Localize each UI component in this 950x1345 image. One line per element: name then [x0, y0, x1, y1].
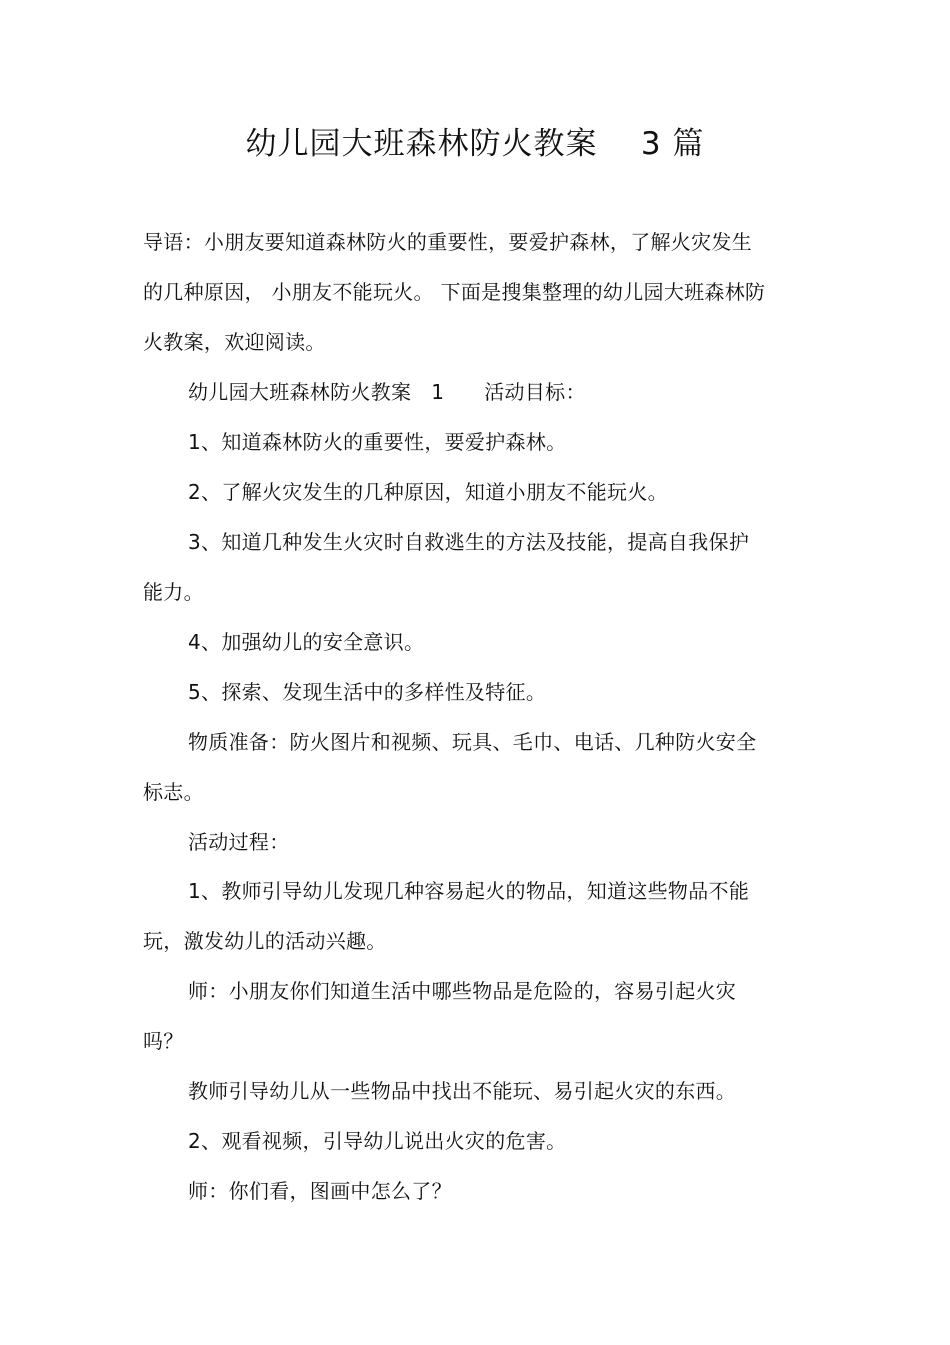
- process-heading: 活动过程：: [188, 830, 290, 854]
- teacher-question-line-1: 师：小朋友你们知道生活中哪些物品是危险的，容易引起火灾: [188, 979, 737, 1003]
- materials-line-1: 物质准备：防火图片和视频、玩具、毛巾、电话、几种防火安全: [188, 730, 757, 754]
- intro-line-1: 导语：小朋友要知道森林防火的重要性，要爱护森林，了解火灾发生: [143, 230, 752, 254]
- teacher-guide-line: 教师引导幼儿从一些物品中找出不能玩、易引起火灾的东西。: [188, 1079, 737, 1103]
- teacher-question-2: 师：你们看，图画中怎么了？: [188, 1179, 452, 1203]
- goal-1: 1、知道森林防火的重要性，要爱护森林。: [188, 430, 567, 454]
- goal-3: 3、知道几种发生火灾时自救逃生的方法及技能，提高自我保护: [188, 530, 750, 554]
- goal-5: 5、探索、发现生活中的多样性及特征。: [188, 680, 547, 704]
- intro-line-2: 的几种原因， 小朋友不能玩火。 下面是搜集整理的幼儿园大班森林防: [143, 280, 766, 304]
- document-title: 幼儿园大班森林防火教案 3 篇: [245, 126, 705, 162]
- goal-4: 4、加强幼儿的安全意识。: [188, 630, 425, 654]
- process-2-line: 2、观看视频，引导幼儿说出火灾的危害。: [188, 1129, 567, 1153]
- materials-line-2: 标志。: [143, 780, 204, 804]
- goal-3-cont: 能力。: [143, 580, 204, 604]
- process-1-line-2: 玩，激发幼儿的活动兴趣。: [143, 929, 387, 953]
- goal-2: 2、了解火灾发生的几种原因，知道小朋友不能玩火。: [188, 480, 668, 504]
- intro-line-3: 火教案，欢迎阅读。: [143, 330, 326, 354]
- teacher-question-line-2: 吗？: [143, 1029, 184, 1053]
- process-1-line-1: 1、教师引导幼儿发现几种容易起火的物品，知道这些物品不能: [188, 879, 750, 903]
- section-heading: 幼儿园大班森林防火教案 1 活动目标：: [188, 380, 586, 404]
